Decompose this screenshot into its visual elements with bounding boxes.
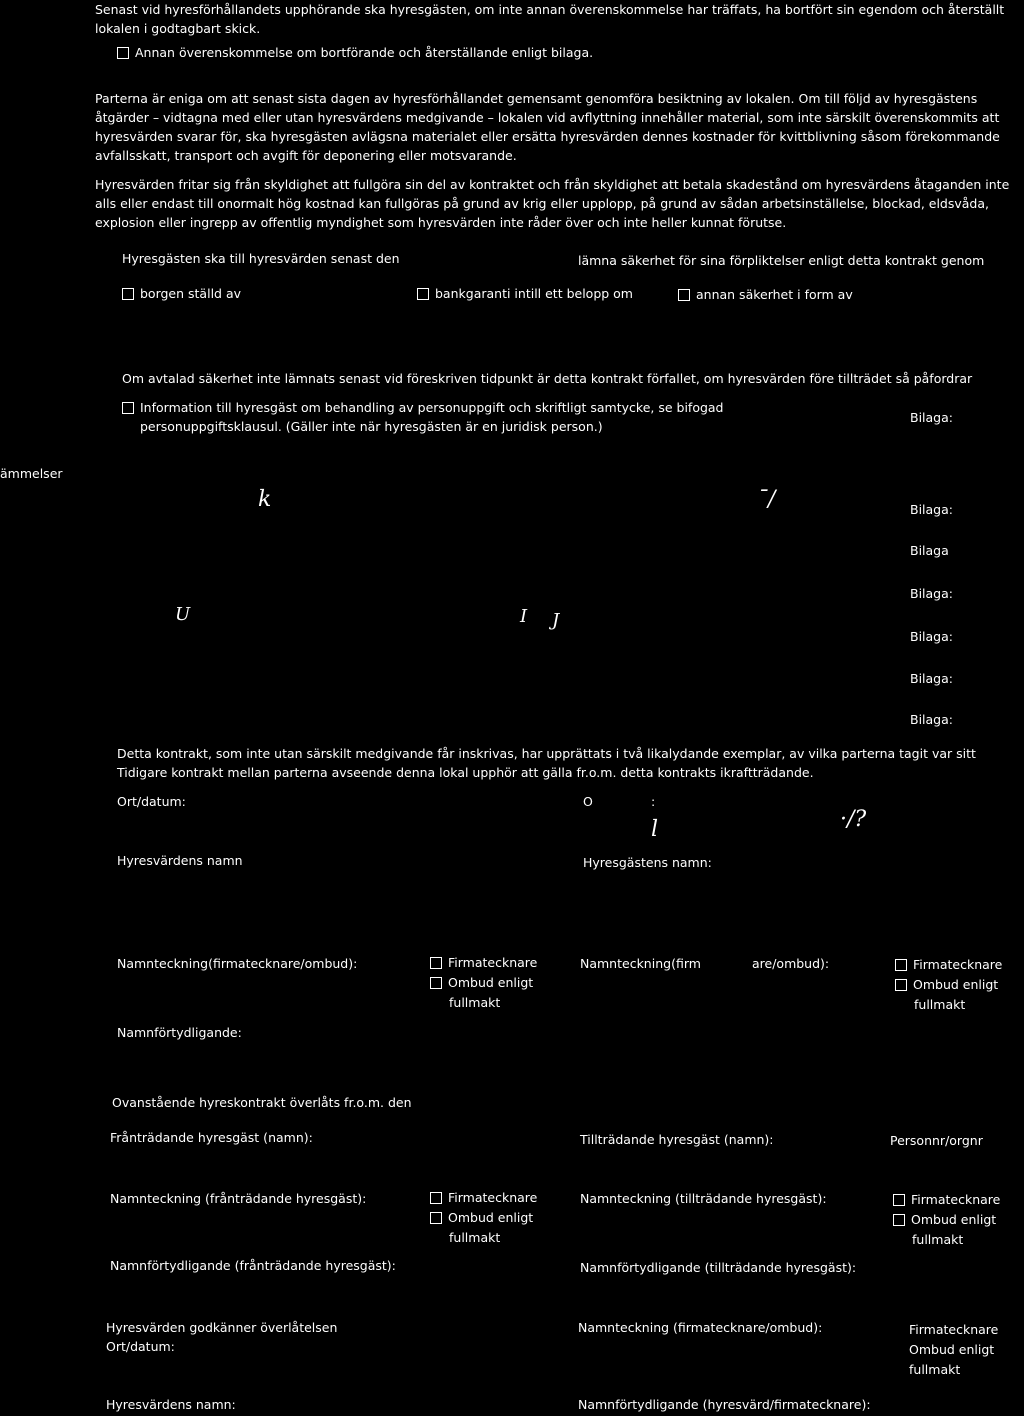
handwritten-mark: ·/? xyxy=(840,807,867,832)
handwritten-mark: J xyxy=(552,610,560,631)
clarification-outgoing-label: Namnförtydligande (frånträdande hyresgäst): xyxy=(110,1258,396,1273)
checkbox-box[interactable] xyxy=(430,1212,442,1224)
checkbox-proxy[interactable]: Ombud enligt xyxy=(430,973,537,993)
appendix-label: Bilaga: xyxy=(910,502,953,517)
approval-signature-label: Namnteckning (firmatecknare/ombud): xyxy=(578,1320,823,1335)
appendix-label: Bilaga: xyxy=(910,629,953,644)
name-clarification-label: Namnförtydligande: xyxy=(117,1025,242,1040)
handwritten-mark: k xyxy=(258,487,272,512)
section-heading-fragment: ämmelser xyxy=(0,466,63,481)
landlord-signatory-options xyxy=(430,953,537,1013)
appendix-label: Bilaga: xyxy=(910,586,953,601)
checkbox-box[interactable] xyxy=(895,979,907,991)
handwritten-mark: I xyxy=(520,606,528,627)
outgoing-signatory-options xyxy=(430,1188,537,1248)
checkbox-personal-data[interactable]: Information till hyresgäst om behandling av personuppgift och skriftligt samtycke, se bifogad xyxy=(122,398,724,417)
appendix-label: Bilaga: xyxy=(910,712,953,727)
tenant-name-label: Hyresgästens namn: xyxy=(583,855,712,870)
restore-clause: Senast vid hyresförhållandets upphörande ska hyresgästen, om inte annan överenskommelse har träffats, ha bortfört sin egendom och återställt lokalen i godtagbart skick. xyxy=(95,2,1005,36)
landlord-approval-label: Hyresvärden godkänner överlåtelsen xyxy=(106,1320,338,1335)
checkbox-authorized-signatory[interactable]: Firmatecknare xyxy=(895,955,1002,975)
personal-number-label: Personnr/orgnr xyxy=(890,1133,983,1148)
signature-tenant-label-b: are/ombud): xyxy=(752,956,830,971)
copies-clause: Detta kontrakt, som inte utan särskilt medgivande får inskrivas, har upprättats i två likalydande exemplar, av vilka parterna tagit var sitt xyxy=(117,746,976,761)
security-default-clause: Om avtalad säkerhet inte lämnats senast vid föreskriven tidpunkt är detta kontrakt förfallet, om hyresvärden före tillträdet så påfordrar xyxy=(122,371,973,386)
checkbox-proxy[interactable]: Ombud enligt xyxy=(430,1208,537,1228)
checkbox-box[interactable] xyxy=(430,977,442,989)
authorized-signatory-label: Firmatecknare xyxy=(909,1322,999,1337)
handwritten-mark: ¯/ xyxy=(757,487,776,512)
signature-landlord-label: Namnteckning(firmatecknare/ombud): xyxy=(117,956,358,971)
proxy-label-cont: fullmakt xyxy=(914,997,966,1012)
incoming-signatory-options xyxy=(893,1190,1000,1250)
outgoing-tenant-label: Frånträdande hyresgäst (namn): xyxy=(110,1130,313,1145)
approval-landlord-name-label: Hyresvärdens namn: xyxy=(106,1397,236,1412)
proxy-label-cont: fullmakt xyxy=(449,1230,501,1245)
proxy-label-cont: fullmakt xyxy=(909,1362,961,1377)
checkbox-box[interactable] xyxy=(122,288,134,300)
checkbox-box[interactable] xyxy=(122,402,134,414)
checkbox-box[interactable] xyxy=(895,959,907,971)
place-date-label: Ort/datum: xyxy=(117,794,186,809)
checkbox-box[interactable] xyxy=(117,47,129,59)
signature-incoming-label: Namnteckning (tillträdande hyresgäst): xyxy=(580,1191,827,1206)
clarification-incoming-label: Namnförtydligande (tillträdande hyresgäst): xyxy=(580,1260,857,1275)
checkbox-proxy[interactable]: Ombud enligt xyxy=(893,1210,1000,1230)
approval-signatory-options xyxy=(909,1320,998,1380)
approval-place-date-label: Ort/datum: xyxy=(106,1339,175,1354)
signature-outgoing-label: Namnteckning (frånträdande hyresgäst): xyxy=(110,1191,367,1206)
checkbox-box[interactable] xyxy=(678,289,690,301)
checkbox-authorized-signatory[interactable]: Firmatecknare xyxy=(893,1190,1000,1210)
incoming-tenant-label: Tillträdande hyresgäst (namn): xyxy=(580,1132,774,1147)
landlord-name-label: Hyresvärdens namn xyxy=(117,853,243,868)
option-guarantor[interactable]: borgen ställd av xyxy=(122,284,241,303)
security-method-label: lämna säkerhet för sina förpliktelser enligt detta kontrakt genom xyxy=(578,253,985,268)
checkbox-authorized-signatory[interactable]: Firmatecknare xyxy=(430,953,537,973)
proxy-label-cont: fullmakt xyxy=(449,995,501,1010)
proxy-label: Ombud enligt xyxy=(909,1342,995,1357)
checkbox-proxy[interactable]: Ombud enligt xyxy=(895,975,1002,995)
checkbox-box[interactable] xyxy=(430,1192,442,1204)
place-date-label-tenant: O xyxy=(583,794,593,809)
checkbox-box[interactable] xyxy=(430,957,442,969)
transfer-date-label: Ovanstående hyreskontrakt överlåts fr.o.m. den xyxy=(112,1095,412,1110)
appendix-label: Bilaga: xyxy=(910,671,953,686)
tenant-signatory-options xyxy=(895,955,1002,1015)
checkbox-authorized-signatory[interactable]: Firmatecknare xyxy=(430,1188,537,1208)
previous-contract-clause: Tidigare kontrakt mellan parterna avseende denna lokal upphör att gälla fr.o.m. detta kontrakts ikraftträdande. xyxy=(117,765,814,780)
signature-tenant-label-a: Namnteckning(firm xyxy=(580,956,701,971)
checkbox-box[interactable] xyxy=(417,288,429,300)
checkbox-other-agreement[interactable] xyxy=(117,43,593,62)
checkbox-label: Annan överenskommelse om bortförande och återställande enligt bilaga. xyxy=(135,45,594,60)
force-majeure-clause: Hyresvärden fritar sig från skyldighet att fullgöra sin del av kontraktet och från skyldighet att betala skadestånd om hyresvärdens åtaganden inte alls eller endast till onormalt hög kostnad kan fullgöras på grund av krig eller upplopp, på grund av sådan arbetsinställelse, blockad, eldsvåda, explosion eller ingrepp av offentlig myndighet som hyresvärden inte råder över och inte heller kunnat förutse. xyxy=(95,177,1010,230)
appendix-label: Bilaga: xyxy=(910,410,953,425)
handwritten-mark: U xyxy=(175,604,191,625)
approval-clarification-label: Namnförtydligande (hyresvärd/firmatecknare): xyxy=(578,1397,871,1412)
security-deadline-label: Hyresgästen ska till hyresvärden senast den xyxy=(122,251,400,266)
place-date-colon: : xyxy=(651,794,656,809)
checkbox-box[interactable] xyxy=(893,1214,905,1226)
inspection-clause: Parterna är eniga om att senast sista dagen av hyresförhållandet gemensamt genomföra besiktning av lokalen. Om till följd av hyresgästens åtgärder – vidtagna med eller utan hyresvärdens medgivande – lokalen vid avflyttning innehåller material, som inte särskilt överenskommits att hyresvärden svarar för, ska hyresgästen avlägsna materialet eller ersätta hyresvärden dennes kostnader för kvittblivning såsom förekommande avfallsskatt, transport och avgift för deponering eller motsvarande. xyxy=(95,91,1000,163)
proxy-label-cont: fullmakt xyxy=(912,1232,964,1247)
personal-data-line2: personuppgiftsklausul. (Gäller inte när hyresgästen är en juridisk person.) xyxy=(140,419,603,434)
handwritten-mark: l xyxy=(651,817,659,842)
appendix-label: Bilaga xyxy=(910,543,949,558)
checkbox-box[interactable] xyxy=(893,1194,905,1206)
option-other-security[interactable]: annan säkerhet i form av xyxy=(678,285,853,304)
option-bank-guarantee[interactable]: bankgaranti intill ett belopp om xyxy=(417,284,633,303)
